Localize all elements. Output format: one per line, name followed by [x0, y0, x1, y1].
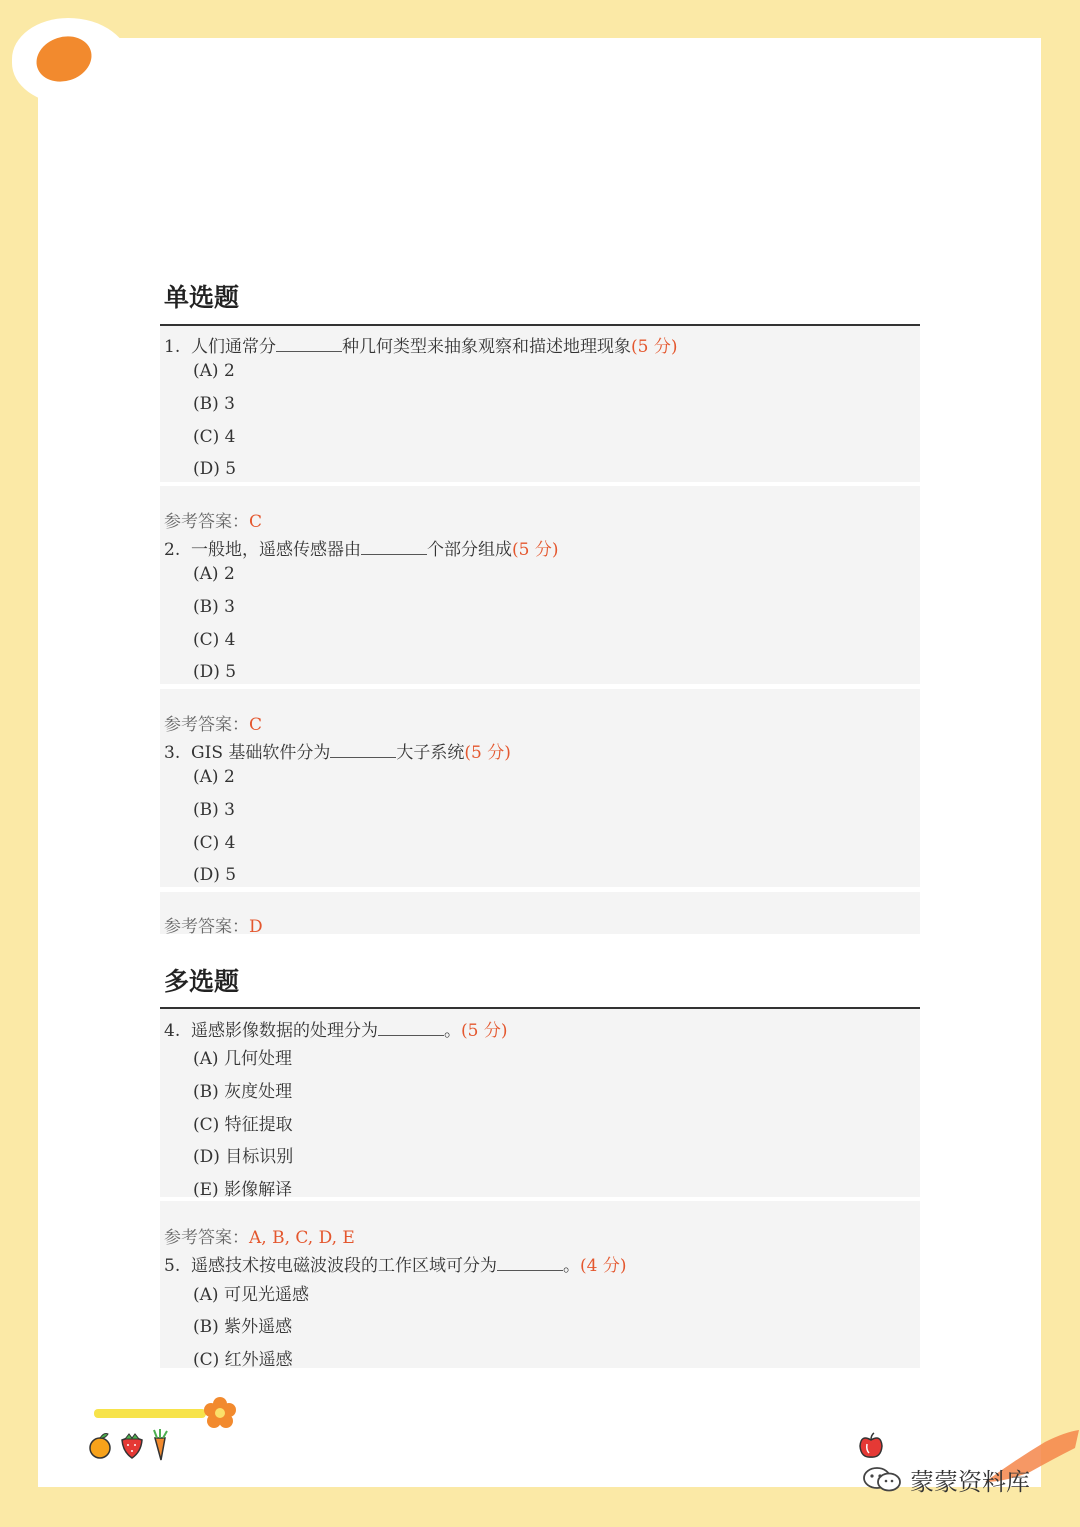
option-d: (D) 5	[193, 662, 237, 682]
answer-blank	[378, 1019, 444, 1036]
question-score: (5 分)	[631, 337, 678, 357]
question-score: (5 分)	[464, 743, 511, 763]
question-score: (5 分)	[512, 540, 559, 560]
option-b: (B) 3	[193, 597, 235, 617]
option-b: (B) 3	[193, 394, 235, 414]
section-title-multiple: 多选题	[164, 967, 240, 996]
question-stem: 2. 一般地，遥感传感器由 个部分组成(5 分)	[164, 540, 559, 560]
option-a: (A) 2	[193, 767, 235, 787]
section-title-single: 单选题	[164, 283, 240, 312]
option-b: (B) 紫外遥感	[193, 1317, 293, 1337]
option-a: (A) 2	[193, 361, 235, 381]
answer-block	[160, 892, 920, 934]
watermark-text: 蒙蒙资料库	[910, 1468, 1030, 1496]
option-d: (D) 目标识别	[193, 1147, 294, 1167]
option-d: (D) 5	[193, 459, 237, 479]
option-a: (A) 2	[193, 564, 235, 584]
option-b: (B) 灰度处理	[193, 1082, 293, 1102]
apple-icon	[857, 1432, 885, 1460]
answer-blank	[330, 741, 396, 758]
option-c: (C) 红外遥感	[193, 1350, 293, 1370]
wechat-icon	[862, 1466, 902, 1492]
option-c: (C) 4	[193, 427, 236, 447]
option-e: (E) 影像解译	[193, 1180, 293, 1200]
reference-answer: 参考答案：C	[164, 512, 263, 532]
question-block	[160, 486, 920, 684]
option-c: (C) 特征提取	[193, 1115, 293, 1135]
option-c: (C) 4	[193, 630, 236, 650]
reference-answer: 参考答案：A, B, C, D, E	[164, 1228, 355, 1248]
question-score: (5 分)	[461, 1021, 508, 1041]
answer-blank	[497, 1254, 563, 1271]
question-stem: 1. 人们通常分 种几何类型来抽象观察和描述地理现象(5 分)	[164, 337, 678, 357]
question-score: (4 分)	[580, 1256, 627, 1276]
question-block	[160, 689, 920, 887]
option-a: (A) 可见光遥感	[193, 1285, 309, 1305]
carrot-icon	[149, 1428, 171, 1462]
option-c: (C) 4	[193, 833, 236, 853]
reference-answer: 参考答案：C	[164, 715, 263, 735]
answer-blank	[361, 538, 427, 555]
option-a: (A) 几何处理	[193, 1049, 292, 1069]
question-stem: 4. 遥感影像数据的处理分为 。(5 分)	[164, 1021, 508, 1041]
orange-icon	[88, 1430, 112, 1460]
reference-answer: 参考答案：D	[164, 917, 263, 937]
option-d: (D) 5	[193, 865, 237, 885]
strawberry-icon	[119, 1430, 145, 1460]
flower-icon	[203, 1396, 237, 1430]
question-stem: 5. 遥感技术按电磁波波段的工作区域可分为 。(4 分)	[164, 1256, 627, 1276]
answer-blank	[276, 335, 342, 352]
question-stem: 3. GIS 基础软件分为 大子系统(5 分)	[164, 743, 511, 763]
highlight-bar	[94, 1409, 206, 1418]
option-b: (B) 3	[193, 800, 235, 820]
